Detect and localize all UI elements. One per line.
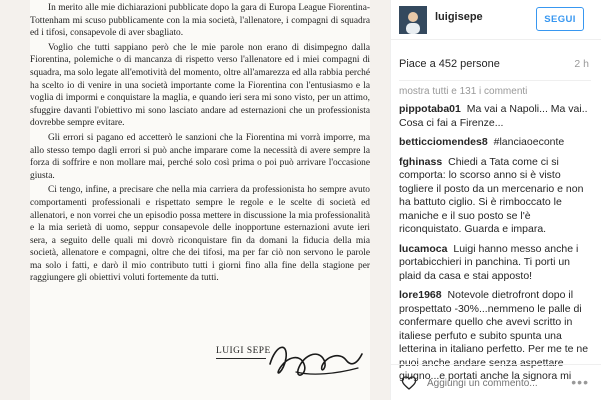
comment-text: Ma vai a Napoli... Ma vai.. Cosa ci fai a Firenze... — [399, 103, 588, 129]
comment-item — [399, 156, 593, 237]
signature-underline — [216, 358, 266, 359]
likes-count[interactable]: Piace a 452 persone — [399, 58, 500, 70]
comment-text: Notevole dietrofront dopo il prospettato -30%...nemmeno le palle di confermare quello che avevi scritto in italiese perfuto e subito spunta una letterina in italiano perfetto. Per me te ne puoi anche andare senza aspettare giugno...e portati anche la signora mi — [399, 289, 589, 382]
letter-paragraph-1: In merito alle mie dichiarazioni pubblicate dopo la gara di Europa League Fiorentina-Tottenham mi scuso pubblicamente con la mia società, l'allenatore, i compagni di squadra ed i tifosi, consapevole di aver sbagliato. — [30, 3, 370, 39]
post-header — [391, 0, 601, 40]
comment-username[interactable]: betticciomendes8 — [399, 136, 488, 148]
comment-username[interactable]: lore1968 — [399, 289, 442, 301]
likes-row — [391, 56, 601, 76]
comment-item — [399, 243, 593, 284]
letter-page — [30, 0, 370, 400]
letter-paragraph-3: Gli errori si pagano ed accetterò le sanzioni che la Fiorentina mi vorrà imporre, ma allo stesso tempo dagli errori si può anche imparare come la necessità di avere sempre la forza di soffrire e non mollare mai, perché solo così prima o poi può arrivare l'occasione giusta. — [30, 132, 370, 181]
comment-input[interactable] — [427, 373, 567, 393]
post-age[interactable]: 2 h — [574, 58, 589, 70]
follow-button[interactable]: SEGUI — [536, 7, 584, 31]
letter-paragraph-4: Ci tengo, infine, a precisare che nella mia carriera da professionista ho sempre avuto comportamenti professionali e rispettato sempre le regole e le scelte di società ed allenatori, e non vorrei che un episodio possa mettere in discussione la mia professionalità e la mia serietà di uomo, seppur consapevole delle inopportune esternazioni avute ieri sera, a seguito delle quali mi dovrò riconquistare fin da domani la fiducia della mia società, allenatore e compagni, oltre che dei tifosi, ma per far ciò non servono le parole ma solo i fatti, e darò il mio contributo tutti i giorni fino alla fine della stagione per raggiungere gli obiettivi voluti fortemente da tutti. — [30, 185, 370, 284]
letter-paragraph-2: Voglio che tutti sappiano però che le mie parole non erano di disimpegno dalla Fiorentina, polemiche o di mancanza di rispetto verso l'allenatore ed i miei compagni di squadra, ma solo legate all'emotività del momento, oltre all'amarezza ed alla rabbia perché ha scelto io di venire in una società importante come la Fiorentina con l'entusiasmo e la voglia di impormi e conquistare la maglia, e quando ieri sera mi sono visto, per un attimo, sfuggire davanti l'obiettivo mi sono lasciato andare ad esternazioni che un professionista dovrebbe sempre evitare. — [30, 42, 370, 129]
divider — [399, 80, 591, 81]
avatar[interactable] — [399, 6, 427, 34]
signature-name: LUIGI SEPE — [216, 346, 271, 356]
comment-username[interactable]: fghinass — [399, 155, 443, 168]
comments-list[interactable] — [391, 86, 601, 382]
comment-item — [399, 136, 593, 150]
username-link[interactable]: luigisepe — [435, 11, 483, 23]
heart-icon[interactable] — [401, 375, 417, 391]
letter-body — [30, 2, 370, 287]
show-all-comments-link[interactable]: mostra tutti e 131 i commenti — [399, 86, 528, 97]
comment-text: Luigi hanno messo anche i portabicchieri in panchina. Ti porti un plaid da casa e stai apposto! — [399, 242, 579, 282]
avatar-image-icon — [399, 6, 427, 34]
comment-username[interactable]: pippotaba01 — [399, 103, 461, 115]
post-sidebar — [390, 0, 600, 400]
handwritten-signature — [266, 334, 366, 384]
add-comment-bar — [391, 364, 601, 400]
comment-username[interactable]: lucamoca — [399, 242, 448, 255]
comment-item — [399, 103, 593, 130]
comment-text: Chiedi a Tata come ci si comporta: lo scorso anno si è visto togliere il posto da un mercenario e non ha battuto ciglio. Si è rimboccato le maniche e il suo posto se l'è riconquistato. Guarda e impara. — [399, 155, 584, 235]
more-options-icon[interactable]: ••• — [571, 374, 589, 390]
comment-text[interactable]: #lanciaoeconte — [493, 136, 565, 148]
